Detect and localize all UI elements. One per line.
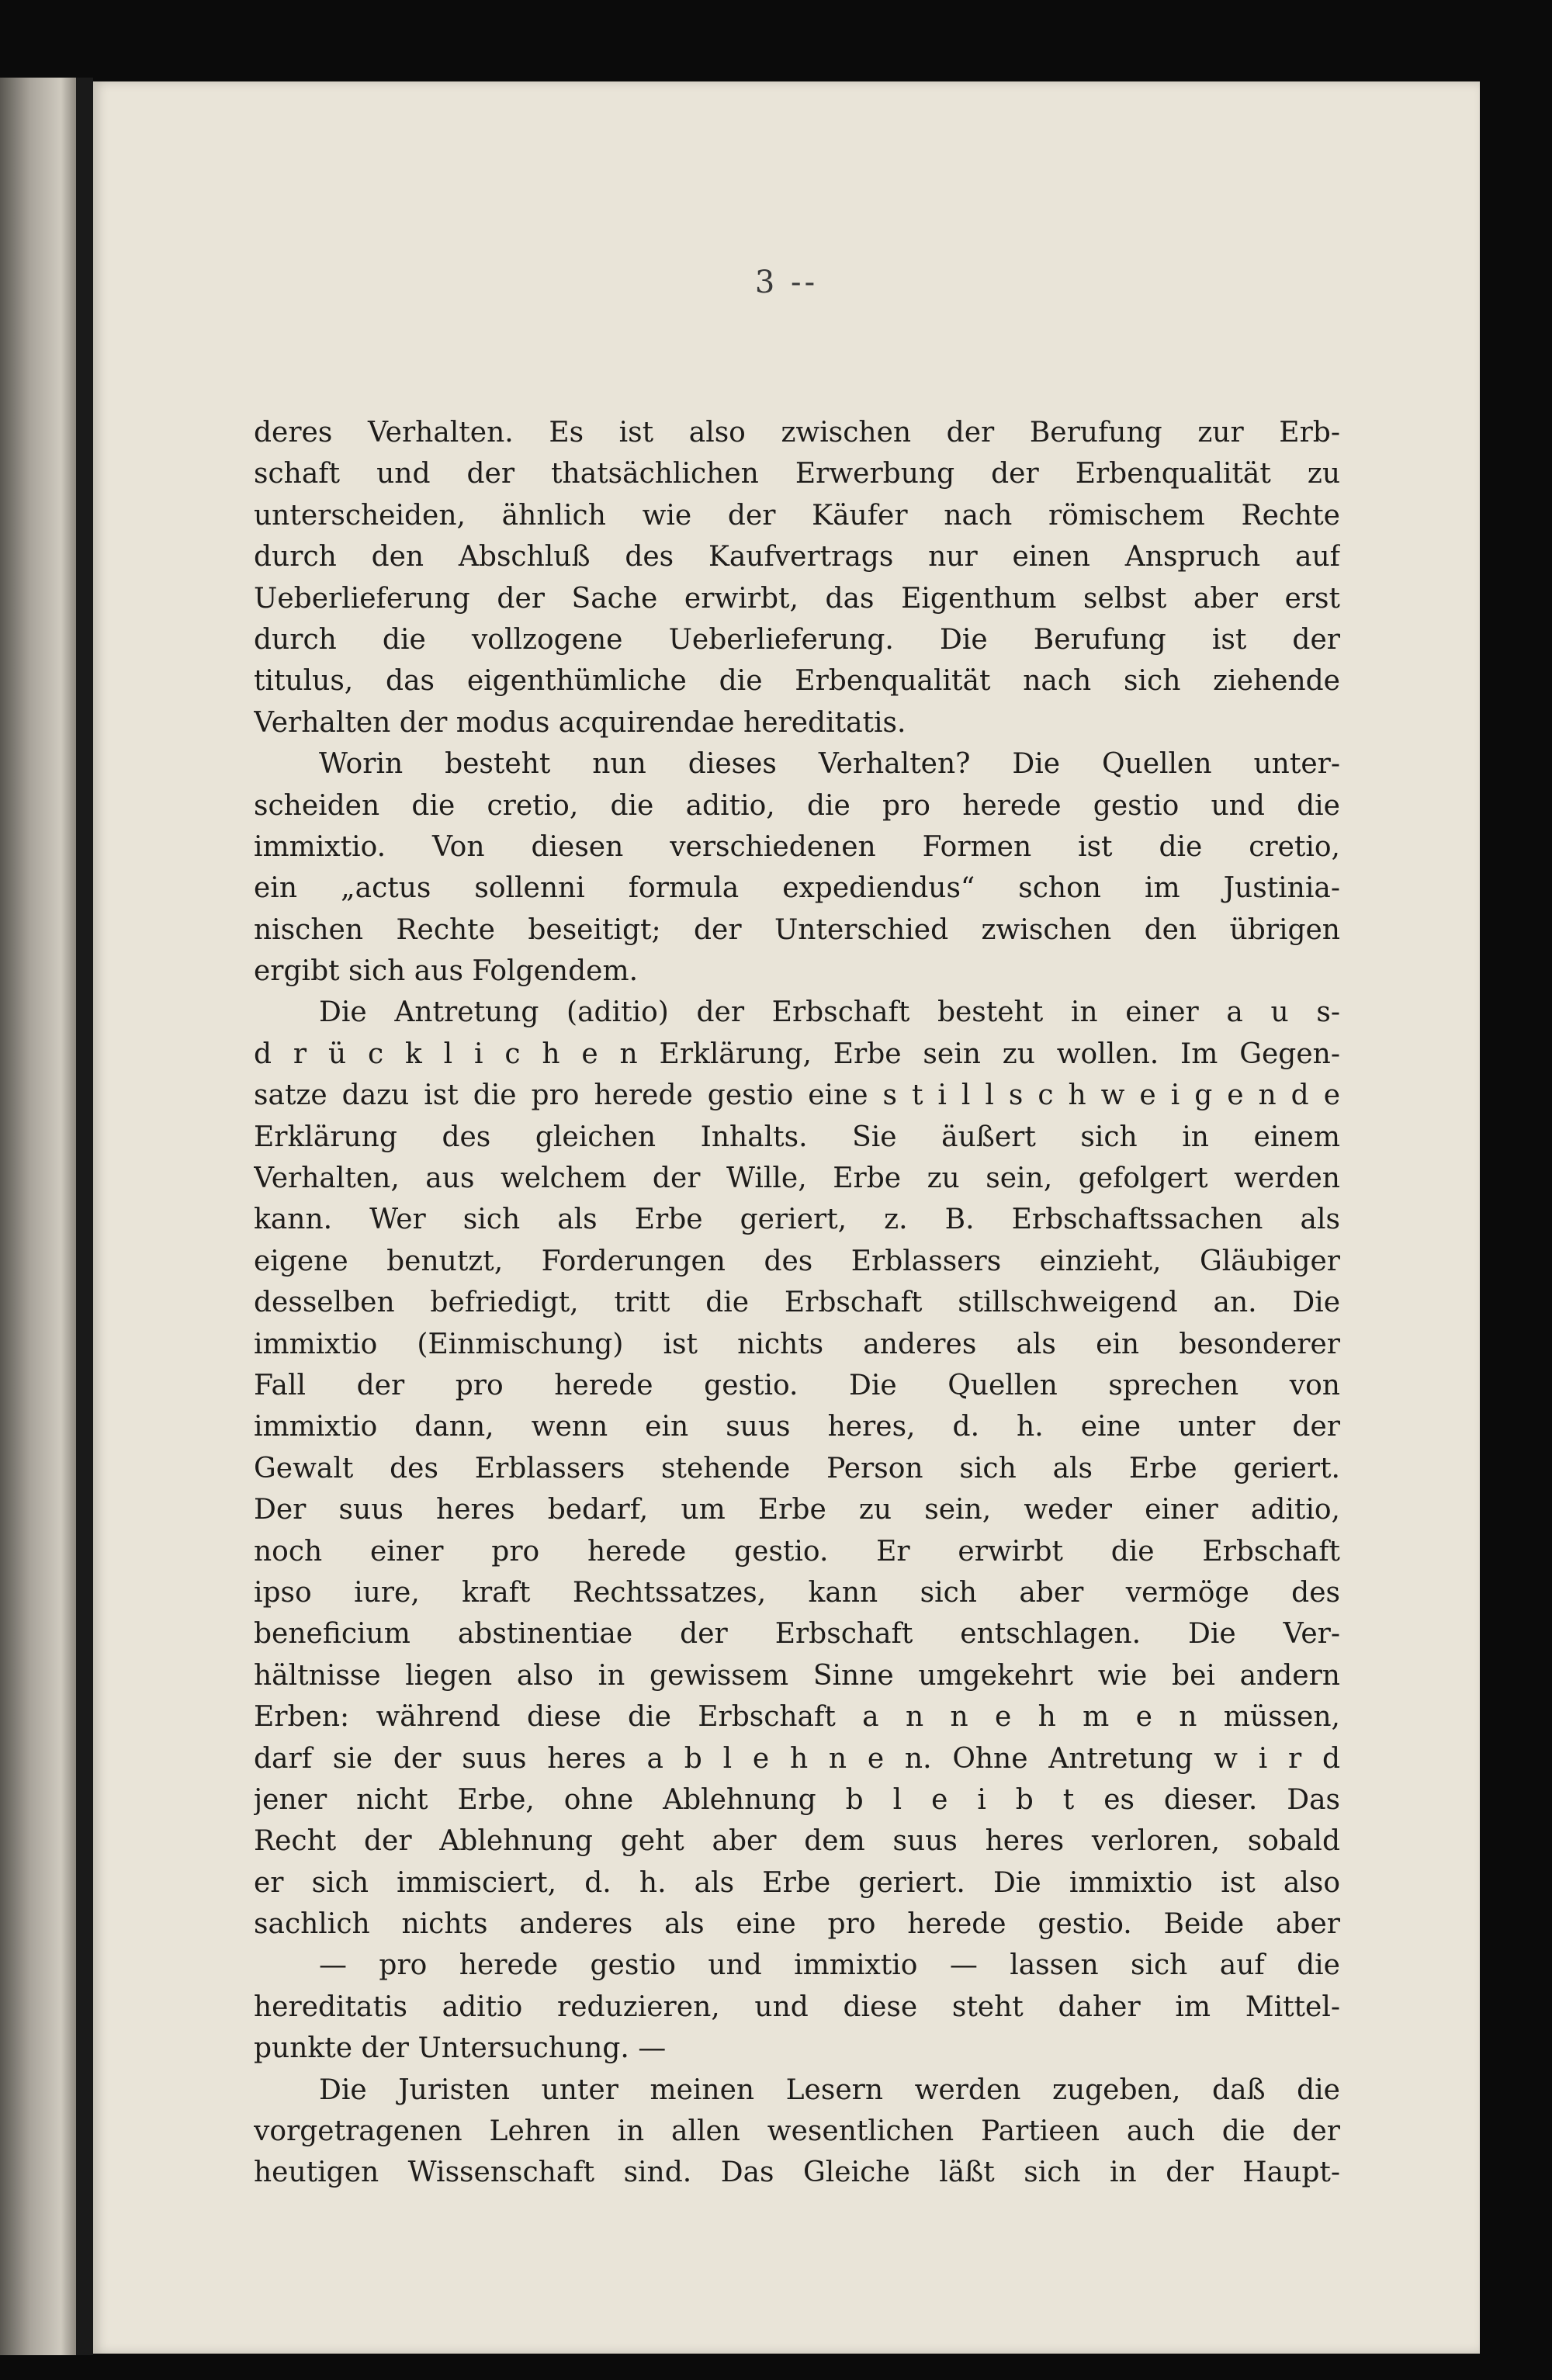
text-line: hältnisse liegen also in gewissem Sinne umgekehrt wie bei andern bbox=[254, 1659, 1340, 1692]
text-line: Ueberlieferung der Sache erwirbt, das Eigenthum selbst aber erst bbox=[254, 582, 1340, 615]
text-line: heutigen Wissenschaft sind. Das Gleiche läßt sich in der Haupt- bbox=[254, 2157, 1340, 2189]
text-line: satze dazu ist die pro herede gestio eine s t i l l s c h w e i g e n d e bbox=[254, 1079, 1340, 1112]
previous-page-edge bbox=[0, 78, 76, 2355]
book-gutter bbox=[76, 78, 93, 2355]
text-line: — pro herede gestio und immixtio — lassen sich auf die bbox=[319, 1949, 1340, 1982]
text-line: noch einer pro herede gestio. Er erwirbt die Erbschaft bbox=[254, 1535, 1340, 1568]
body-text bbox=[254, 412, 1340, 2194]
text-line: immixtio. Von diesen verschiedenen Formen ist die cretio, bbox=[254, 830, 1340, 863]
text-line: durch die vollzogene Ueberlieferung. Die Berufung ist der bbox=[254, 623, 1340, 656]
text-line: er sich immisciert, d. h. als Erbe geriert. Die immixtio ist also bbox=[254, 1866, 1340, 1899]
text-line: immixtio dann, wenn ein suus heres, d. h. eine unter der bbox=[254, 1411, 1340, 1443]
page-number: 3 -- bbox=[754, 265, 819, 300]
text-line: unterscheiden, ähnlich wie der Käufer nach römischem Rechte bbox=[254, 499, 1340, 532]
book-page bbox=[93, 81, 1480, 2354]
text-line: eigene benutzt, Forderungen des Erblassers einzieht, Gläubiger bbox=[254, 1245, 1340, 1277]
text-line: deres Verhalten. Es ist also zwischen der Berufung zur Erb- bbox=[254, 417, 1340, 449]
text-line: titulus, das eigenthümliche die Erbenqualität nach sich ziehende bbox=[254, 665, 1340, 698]
paragraph-start: Worin besteht nun dieses Verhalten? Die Quellen unter- bbox=[319, 748, 1340, 781]
text-line: Erklärung des gleichen Inhalts. Sie äußert sich in einem bbox=[254, 1121, 1340, 1153]
text-line: punkte der Untersuchung. — bbox=[254, 2032, 667, 2065]
text-line: Gewalt des Erblassers stehende Person sich als Erbe geriert. bbox=[254, 1452, 1340, 1484]
text-line: d r ü c k l i c h e n Erklärung, Erbe sein zu wollen. Im Gegen- bbox=[254, 1038, 1340, 1070]
text-line: ipso iure, kraft Rechtssatzes, kann sich aber vermöge des bbox=[254, 1576, 1340, 1609]
text-line: ergibt sich aus Folgendem. bbox=[254, 955, 639, 988]
text-line: Der suus heres bedarf, um Erbe zu sein, weder einer aditio, bbox=[254, 1494, 1340, 1526]
text-line: kann. Wer sich als Erbe geriert, z. B. Erbschaftssachen als bbox=[254, 1204, 1340, 1236]
text-line: sachlich nichts anderes als eine pro herede gestio. Beide aber bbox=[254, 1908, 1340, 1941]
paragraph-start: Die Antretung (aditio) der Erbschaft besteht in einer a u s- bbox=[319, 996, 1340, 1029]
text-line: Recht der Ablehnung geht aber dem suus heres verloren, sobald bbox=[254, 1825, 1340, 1858]
text-line: jener nicht Erbe, ohne Ablehnung b l e i b t es dieser. Das bbox=[254, 1783, 1340, 1816]
text-line: Verhalten der modus acquirendae hereditatis. bbox=[254, 706, 906, 739]
paragraph-start: Die Juristen unter meinen Lesern werden zugeben, daß die bbox=[319, 2073, 1340, 2106]
text-line: vorgetragenen Lehren in allen wesentlichen Partieen auch die der bbox=[254, 2115, 1340, 2148]
text-line: beneficium abstinentiae der Erbschaft entschlagen. Die Ver- bbox=[254, 1618, 1340, 1651]
text-line: durch den Abschluß des Kaufvertrags nur einen Anspruch auf bbox=[254, 541, 1340, 573]
text-line: Fall der pro herede gestio. Die Quellen sprechen von bbox=[254, 1369, 1340, 1401]
text-line: darf sie der suus heres a b l e h n e n. Ohne Antretung w i r d bbox=[254, 1742, 1340, 1775]
text-line: ein „actus sollenni formula expediendus“ schon im Justinia- bbox=[254, 872, 1340, 905]
text-line: scheiden die cretio, die aditio, die pro herede gestio und die bbox=[254, 789, 1340, 822]
text-line: nischen Rechte beseitigt; der Unterschied zwischen den übrigen bbox=[254, 913, 1340, 946]
text-line: immixtio (Einmischung) ist nichts anderes als ein besonderer bbox=[254, 1328, 1340, 1360]
text-line: Erben: während diese die Erbschaft a n n e h m e n müssen, bbox=[254, 1701, 1340, 1734]
text-line: schaft und der thatsächlichen Erwerbung der Erbenqualität zu bbox=[254, 458, 1340, 490]
text-line: desselben befriedigt, tritt die Erbschaft stillschweigend an. Die bbox=[254, 1287, 1340, 1319]
text-line: Verhalten, aus welchem der Wille, Erbe zu sein, gefolgert werden bbox=[254, 1162, 1340, 1195]
text-line: hereditatis aditio reduzieren, und diese steht daher im Mittel- bbox=[254, 1990, 1340, 2023]
